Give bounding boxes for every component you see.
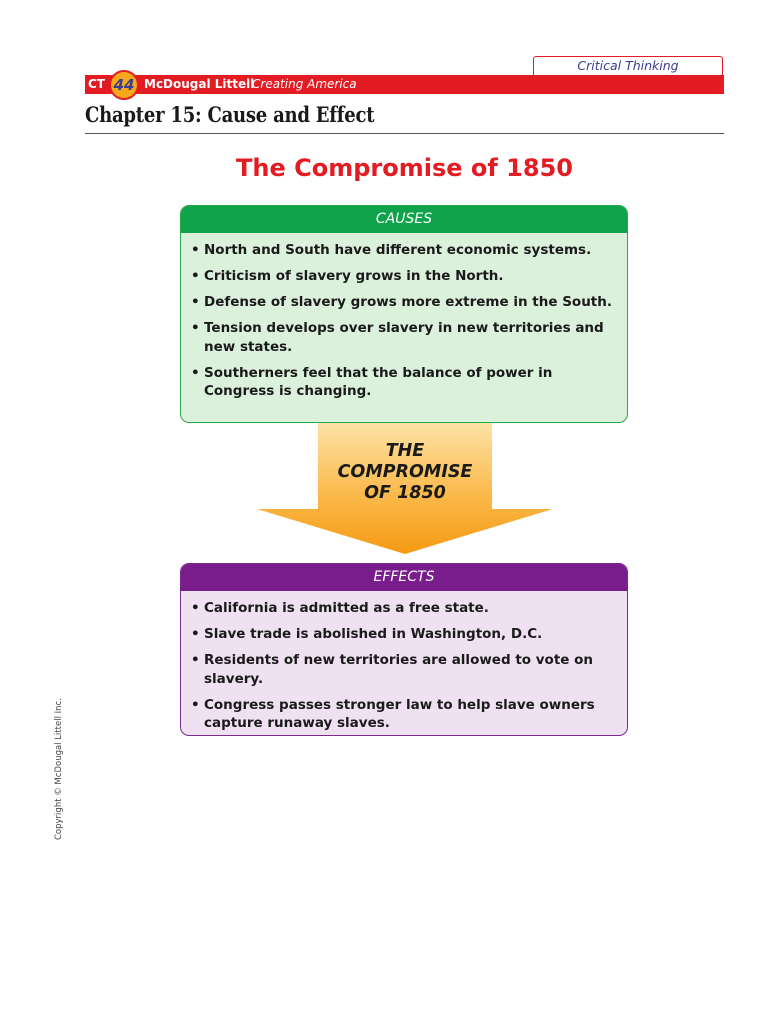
- title-rule: [85, 133, 724, 134]
- main-title: The Compromise of 1850: [236, 154, 573, 182]
- effect-text: Residents of new territories are allowed to vote on slavery.: [204, 652, 594, 687]
- arrow-label: [305, 441, 505, 504]
- causes-box: [180, 205, 628, 423]
- cause-text: Tension develops over slavery in new territories and new states.: [204, 320, 604, 355]
- list-item: [189, 293, 613, 312]
- list-item: [189, 319, 613, 356]
- effects-heading: EFFECTS: [181, 564, 627, 591]
- chapter-title: Chapter 15: Cause and Effect: [85, 102, 375, 127]
- bullet: •: [191, 294, 200, 310]
- list-item: [189, 696, 613, 733]
- bullet: •: [191, 320, 200, 336]
- arrow-label-line3: OF 1850: [364, 483, 446, 503]
- effect-text: California is admitted as a free state.: [204, 600, 489, 616]
- list-item: [189, 241, 613, 260]
- bullet: •: [191, 652, 200, 668]
- list-item: [189, 364, 613, 401]
- causes-heading: CAUSES: [181, 206, 627, 233]
- cause-text: North and South have different economic systems.: [204, 242, 592, 258]
- cause-text: Southerners feel that the balance of power in Congress is changing.: [204, 364, 553, 399]
- bullet: •: [191, 268, 200, 284]
- list-item: [189, 267, 613, 286]
- series-name: Creating America: [252, 77, 357, 91]
- arrow-label-line2: COMPROMISE: [337, 462, 473, 482]
- effect-text: Congress passes stronger law to help slave owners capture runaway slaves.: [204, 696, 595, 731]
- publisher-name: McDougal Littell: [144, 77, 255, 91]
- bullet: •: [191, 626, 200, 642]
- effects-list: [189, 599, 613, 733]
- list-item: [189, 599, 613, 618]
- bullet: •: [191, 696, 200, 713]
- cause-text: Defense of slavery grows more extreme in the South.: [204, 294, 612, 310]
- cause-text: Criticism of slavery grows in the North.: [204, 268, 504, 284]
- copyright-notice: Copyright © McDougal Littell Inc.: [54, 698, 64, 840]
- causes-list: [189, 241, 613, 401]
- ct-label: CT: [88, 77, 105, 91]
- effects-box: [180, 563, 628, 736]
- effect-text: Slave trade is abolished in Washington, D.C.: [204, 626, 543, 642]
- list-item: [189, 651, 613, 688]
- arrow-label-line1: THE: [385, 441, 425, 461]
- bullet: •: [191, 364, 200, 381]
- ct-number-badge: 44: [109, 70, 139, 100]
- transparency-tag: Critical Thinking: [533, 56, 723, 76]
- list-item: [189, 625, 613, 644]
- bullet: •: [191, 242, 200, 258]
- bullet: •: [191, 600, 200, 616]
